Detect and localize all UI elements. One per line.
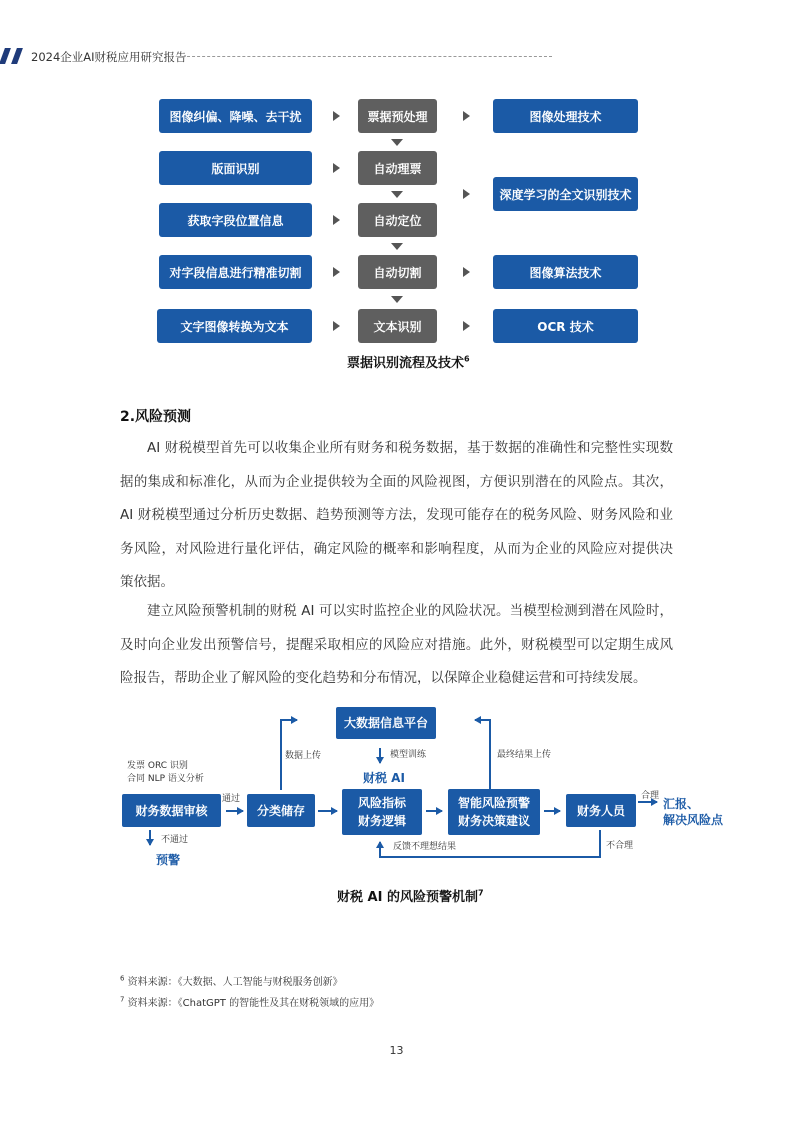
arrow-down-icon (391, 296, 403, 303)
header-logo-bar (11, 48, 23, 64)
tech-image-processing: 图像处理技术 (493, 99, 638, 133)
tech-image-algorithm: 图像算法技术 (493, 255, 638, 289)
step-image-preprocess: 图像纠偏、降噪、去干扰 (159, 99, 312, 133)
arrow-right-icon (333, 267, 340, 277)
arrow-down-icon (391, 139, 403, 146)
stage-text-recognition: 文本识别 (358, 309, 437, 343)
feedback-label: 反馈不理想结果 (393, 842, 457, 852)
report-resolve-label: 汇报、 解决风险点 (663, 797, 724, 827)
arrow-right-icon (333, 215, 340, 225)
figure-caption-1 (347, 352, 470, 371)
arrow-down-icon (391, 191, 403, 198)
step-field-cutting: 对字段信息进行精准切割 (159, 255, 312, 289)
footnote-number: 6 (120, 974, 125, 983)
tech-ocr: OCR 技术 (493, 309, 638, 343)
nlp-note: 合同 NLP 语义分析 (127, 774, 204, 784)
ocr-note: 发票 ORC 识别 (127, 761, 188, 771)
step-layout-recognition: 版面识别 (159, 151, 312, 185)
reasonable-label: 合理 (641, 791, 660, 801)
arrow-right-icon (463, 189, 470, 199)
big-data-platform-box: 大数据信息平台 (336, 707, 436, 739)
stage-ticket-preprocess: 票据预处理 (358, 99, 437, 133)
warning-label: 预警 (156, 853, 181, 867)
caption-text: 票据识别流程及技术 (347, 356, 465, 371)
stage-auto-locate: 自动定位 (358, 203, 437, 237)
arrow-right-icon (463, 267, 470, 277)
page-header (0, 46, 793, 68)
paragraph: AI 财税模型首先可以收集企业所有财务和税务数据，基于数据的准确性和完整性实现数据的集成和标准化，从而为企业提供较为全面的风险视图，方便识别潜在的风险点。其次，AI 财税模型通过分析历史数据、趋势预测等方法，发现可能存在的税务风险、财务风险和业务风险，对风险进行量化评估，确定风险的概率和影响程度，从而为企业的风险应对提供决策依据。 (120, 440, 673, 590)
footnote-ref: 7 (477, 888, 484, 898)
page-number: 13 (389, 1044, 404, 1057)
step-field-position: 获取字段位置信息 (159, 203, 312, 237)
model-training-label: 模型训练 (390, 750, 427, 760)
arrow-right-icon (333, 111, 340, 121)
caption-text: 财税 AI 的风险预警机制 (337, 890, 478, 905)
final-upload-label: 最终结果上传 (497, 750, 552, 760)
pass-label: 通过 (222, 794, 241, 804)
paragraph: 建立风险预警机制的财税 AI 可以实时监控企业的风险状况。当模型检测到潜在风险时，及时向企业发出预警信号，提醒采取相应的风险应对措施。此外，财税模型可以定期生成风险报告，帮助企业了解风险的变化趋势和分布情况，以保障企业稳健运营和可持续发展。 (120, 603, 673, 686)
footnote-ref: 6 (464, 354, 470, 364)
tax-ai-label: 财税 AI (363, 771, 405, 785)
section-title: 2.风险预测 (120, 409, 192, 425)
arrow-right-icon (333, 321, 340, 331)
financial-data-audit-box: 财务数据审核 (122, 794, 221, 827)
unreasonable-label: 不合理 (606, 841, 634, 851)
step-image-to-text: 文字图像转换为文本 (157, 309, 312, 343)
arrow-right-icon (463, 321, 470, 331)
footnote-text: 资料来源：《ChatGPT 的智能性及其在财税领域的应用》 (127, 998, 380, 1009)
risk-indicator-box: 风险指标 财务逻辑 (342, 789, 422, 835)
stage-auto-sort: 自动理票 (358, 151, 437, 185)
data-upload-label: 数据上传 (285, 751, 322, 761)
tech-deep-learning-ocr: 深度学习的全文识别技术 (493, 177, 638, 211)
footnote (120, 994, 379, 1009)
classified-storage-box: 分类储存 (247, 794, 315, 827)
arrow-right-icon (333, 163, 340, 173)
arrow-right-icon (463, 111, 470, 121)
figure-caption-2 (337, 886, 484, 905)
stage-auto-cut: 自动切割 (358, 255, 437, 289)
header-logo-bar (0, 48, 11, 64)
header-divider (182, 56, 552, 57)
footnote-number: 7 (120, 995, 125, 1004)
footnote (120, 973, 343, 988)
arrow-down-icon (391, 243, 403, 250)
header-title: 2024企业AI财税应用研究报告 (31, 50, 187, 64)
footnote-text: 资料来源：《大数据、人工智能与财税服务创新》 (127, 977, 343, 988)
smart-warning-box: 智能风险预警 财务决策建议 (448, 789, 540, 835)
finance-staff-box: 财务人员 (566, 794, 636, 827)
fail-label: 不通过 (161, 835, 189, 845)
